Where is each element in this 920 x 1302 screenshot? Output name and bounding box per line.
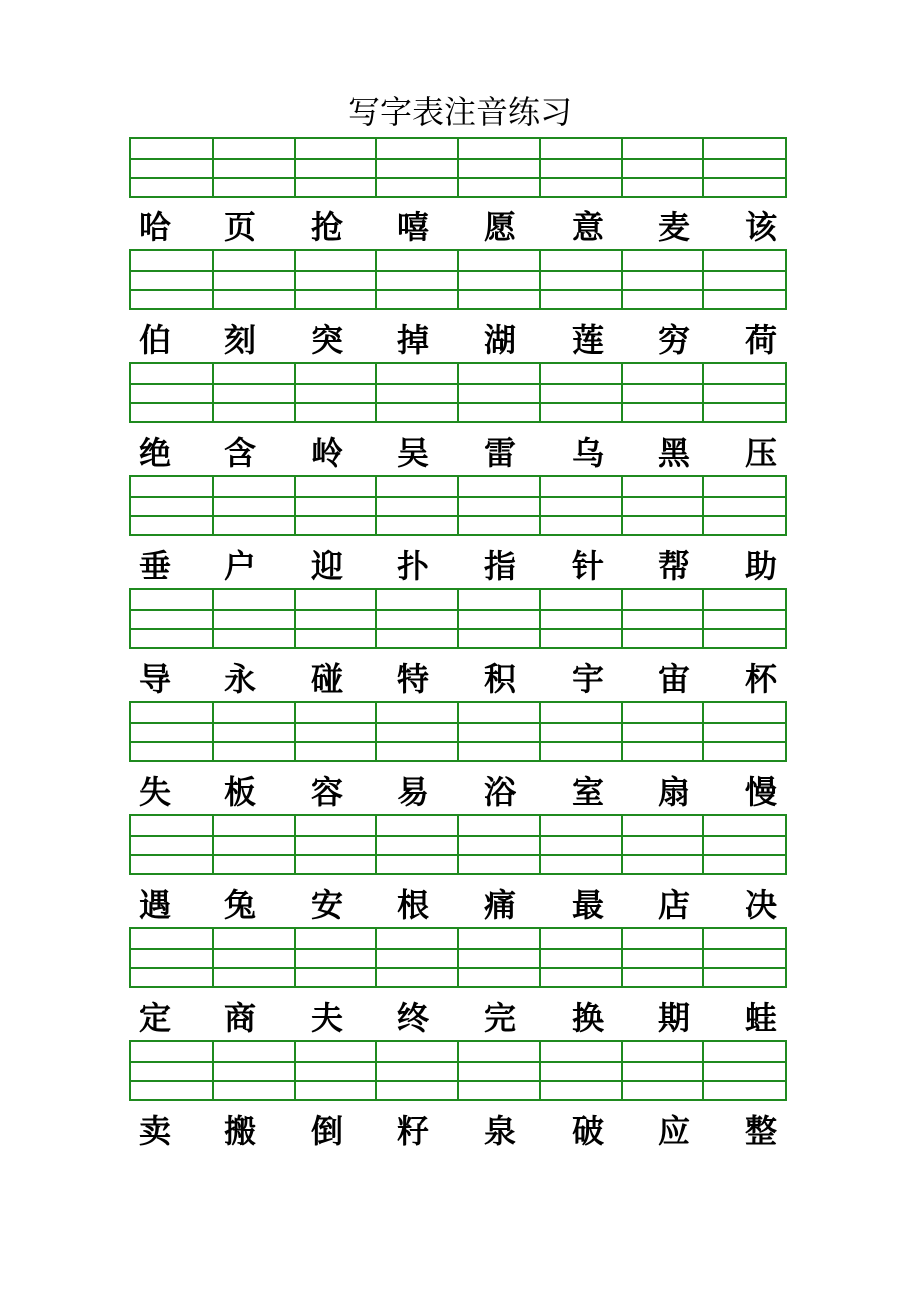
hanzi-character: 换 (571, 999, 604, 1037)
grid-vertical-line (457, 477, 459, 534)
grid-vertical-line (539, 1042, 541, 1099)
hanzi-character: 岭 (310, 434, 343, 472)
grid-vertical-line (702, 139, 704, 196)
grid-vertical-line (294, 139, 296, 196)
hanzi-character: 完 (483, 999, 516, 1037)
hanzi-character: 终 (396, 999, 429, 1037)
hanzi-character: 安 (310, 886, 343, 924)
hanzi-character: 哈 (138, 208, 171, 246)
grid-vertical-line (539, 590, 541, 647)
grid-vertical-line (621, 929, 623, 986)
hanzi-character: 迎 (310, 547, 343, 585)
character-row (0, 768, 920, 816)
grid-vertical-line (457, 929, 459, 986)
hanzi-character: 易 (396, 773, 429, 811)
hanzi-character: 卖 (138, 1112, 171, 1150)
grid-vertical-line (621, 816, 623, 873)
grid-vertical-line (702, 477, 704, 534)
hanzi-character: 突 (310, 321, 343, 359)
hanzi-character: 帮 (657, 547, 690, 585)
grid-vertical-line (212, 590, 214, 647)
grid-vertical-line (457, 590, 459, 647)
hanzi-character: 失 (138, 773, 171, 811)
grid-vertical-line (375, 590, 377, 647)
pinyin-writing-grid (129, 814, 787, 875)
hanzi-character: 室 (571, 773, 604, 811)
grid-vertical-line (375, 1042, 377, 1099)
hanzi-character: 店 (657, 886, 690, 924)
hanzi-character: 商 (223, 999, 256, 1037)
grid-vertical-line (457, 1042, 459, 1099)
character-row (0, 316, 920, 364)
grid-vertical-line (539, 364, 541, 421)
character-row (0, 881, 920, 929)
grid-vertical-line (212, 929, 214, 986)
hanzi-character: 荷 (744, 321, 777, 359)
hanzi-character: 含 (223, 434, 256, 472)
grid-vertical-line (375, 477, 377, 534)
hanzi-character: 压 (744, 434, 777, 472)
grid-vertical-line (539, 477, 541, 534)
grid-vertical-line (212, 1042, 214, 1099)
grid-vertical-line (375, 251, 377, 308)
hanzi-character: 夫 (310, 999, 343, 1037)
hanzi-character: 定 (138, 999, 171, 1037)
pinyin-writing-grid (129, 1040, 787, 1101)
grid-vertical-line (375, 139, 377, 196)
grid-vertical-line (294, 590, 296, 647)
grid-vertical-line (621, 1042, 623, 1099)
hanzi-character: 绝 (138, 434, 171, 472)
hanzi-character: 倒 (310, 1112, 343, 1150)
character-row (0, 542, 920, 590)
hanzi-character: 浴 (483, 773, 516, 811)
grid-vertical-line (702, 816, 704, 873)
hanzi-character: 乌 (571, 434, 604, 472)
hanzi-character: 黑 (657, 434, 690, 472)
hanzi-character: 垂 (138, 547, 171, 585)
hanzi-character: 蛙 (744, 999, 777, 1037)
grid-vertical-line (375, 364, 377, 421)
grid-vertical-line (621, 703, 623, 760)
hanzi-character: 兔 (223, 886, 256, 924)
pinyin-writing-grid (129, 475, 787, 536)
hanzi-character: 扇 (657, 773, 690, 811)
character-row (0, 655, 920, 703)
grid-vertical-line (457, 251, 459, 308)
grid-vertical-line (375, 929, 377, 986)
pinyin-writing-grid (129, 701, 787, 762)
hanzi-character: 愿 (483, 208, 516, 246)
hanzi-character: 针 (571, 547, 604, 585)
hanzi-character: 期 (657, 999, 690, 1037)
grid-vertical-line (457, 703, 459, 760)
grid-vertical-line (294, 251, 296, 308)
grid-vertical-line (457, 816, 459, 873)
hanzi-character: 痛 (483, 886, 516, 924)
grid-vertical-line (457, 139, 459, 196)
character-row (0, 203, 920, 251)
grid-vertical-line (621, 139, 623, 196)
hanzi-character: 遇 (138, 886, 171, 924)
hanzi-character: 吴 (396, 434, 429, 472)
grid-vertical-line (294, 929, 296, 986)
grid-vertical-line (294, 816, 296, 873)
hanzi-character: 搬 (223, 1112, 256, 1150)
grid-vertical-line (212, 816, 214, 873)
hanzi-character: 湖 (483, 321, 516, 359)
grid-vertical-line (702, 364, 704, 421)
hanzi-character: 扑 (396, 547, 429, 585)
grid-vertical-line (294, 703, 296, 760)
hanzi-character: 麦 (657, 208, 690, 246)
character-row (0, 429, 920, 477)
character-row (0, 994, 920, 1042)
pinyin-writing-grid (129, 137, 787, 198)
hanzi-character: 永 (223, 660, 256, 698)
page-title: 写字表注音练习 (347, 93, 572, 131)
grid-vertical-line (539, 816, 541, 873)
grid-vertical-line (702, 703, 704, 760)
hanzi-character: 决 (744, 886, 777, 924)
hanzi-character: 助 (744, 547, 777, 585)
grid-vertical-line (457, 364, 459, 421)
hanzi-character: 容 (310, 773, 343, 811)
hanzi-character: 籽 (396, 1112, 429, 1150)
hanzi-character: 雷 (483, 434, 516, 472)
grid-vertical-line (212, 703, 214, 760)
hanzi-character: 积 (483, 660, 516, 698)
hanzi-character: 意 (571, 208, 604, 246)
hanzi-character: 特 (396, 660, 429, 698)
grid-vertical-line (294, 364, 296, 421)
hanzi-character: 慢 (744, 773, 777, 811)
hanzi-character: 嘻 (396, 208, 429, 246)
grid-vertical-line (621, 364, 623, 421)
hanzi-character: 板 (223, 773, 256, 811)
pinyin-writing-grid (129, 362, 787, 423)
hanzi-character: 刻 (223, 321, 256, 359)
grid-vertical-line (621, 251, 623, 308)
character-row (0, 1107, 920, 1155)
grid-vertical-line (375, 816, 377, 873)
hanzi-character: 杯 (744, 660, 777, 698)
hanzi-character: 户 (223, 547, 256, 585)
hanzi-character: 莲 (571, 321, 604, 359)
pinyin-writing-grid (129, 927, 787, 988)
grid-vertical-line (702, 1042, 704, 1099)
hanzi-character: 应 (657, 1112, 690, 1150)
hanzi-character: 页 (223, 208, 256, 246)
grid-vertical-line (621, 590, 623, 647)
grid-vertical-line (539, 703, 541, 760)
grid-vertical-line (539, 251, 541, 308)
grid-vertical-line (539, 139, 541, 196)
grid-vertical-line (212, 364, 214, 421)
grid-vertical-line (621, 477, 623, 534)
hanzi-character: 抢 (310, 208, 343, 246)
hanzi-character: 导 (138, 660, 171, 698)
grid-vertical-line (294, 1042, 296, 1099)
grid-vertical-line (375, 703, 377, 760)
hanzi-character: 宙 (657, 660, 690, 698)
hanzi-character: 穷 (657, 321, 690, 359)
hanzi-character: 该 (744, 208, 777, 246)
grid-vertical-line (702, 590, 704, 647)
hanzi-character: 泉 (483, 1112, 516, 1150)
pinyin-writing-grid (129, 588, 787, 649)
grid-vertical-line (212, 139, 214, 196)
hanzi-character: 指 (483, 547, 516, 585)
grid-vertical-line (539, 929, 541, 986)
hanzi-character: 宇 (571, 660, 604, 698)
pinyin-writing-grid (129, 249, 787, 310)
hanzi-character: 最 (571, 886, 604, 924)
hanzi-character: 破 (571, 1112, 604, 1150)
grid-vertical-line (294, 477, 296, 534)
grid-vertical-line (212, 251, 214, 308)
hanzi-character: 碰 (310, 660, 343, 698)
hanzi-character: 掉 (396, 321, 429, 359)
grid-vertical-line (212, 477, 214, 534)
hanzi-character: 根 (396, 886, 429, 924)
grid-vertical-line (702, 251, 704, 308)
grid-vertical-line (702, 929, 704, 986)
hanzi-character: 伯 (138, 321, 171, 359)
hanzi-character: 整 (744, 1112, 777, 1150)
